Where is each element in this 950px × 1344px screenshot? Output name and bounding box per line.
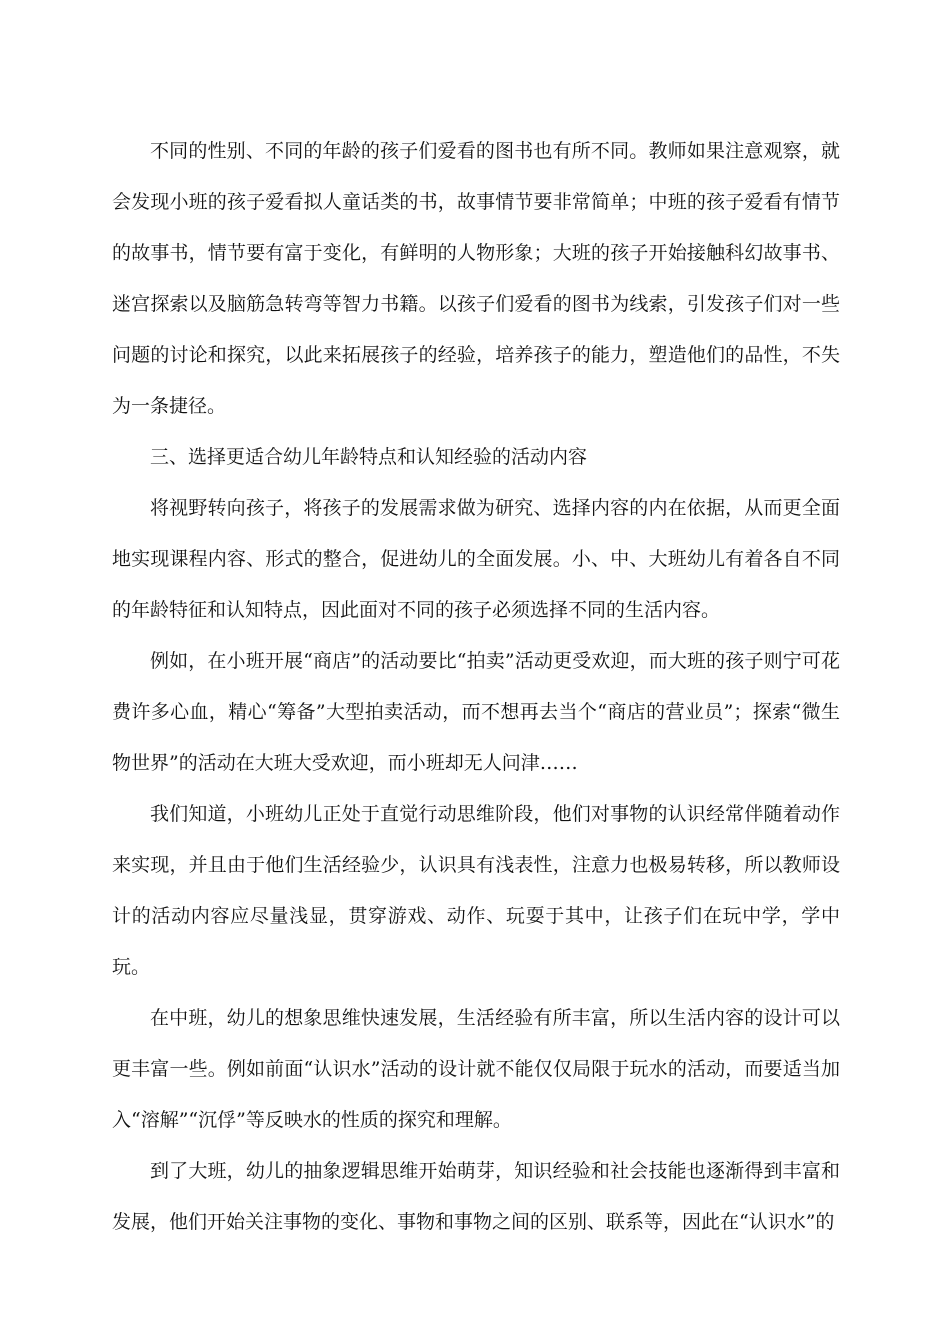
- paragraph-books-by-age: 不同的性别、不同的年龄的孩子们爱看的图书也有所不同。教师如果注意观察，就会发现小班的孩子爱看拟人童话类的书，故事情节要非常简单；中班的孩子爱看有情节的故事书，情节要有富于变化，有鲜明的人物形象；大班的孩子开始接触科幻故事书、迷宫探索以及脑筋急转弯等智力书籍。以孩子们爱看的图书为线索，引发孩子们对一些问题的讨论和探究，以此来拓展孩子的经验，培养孩子的能力，塑造他们的品性，不失为一条捷径。: [112, 140, 840, 417]
- paragraph-store-auction-example: 例如，在小班开展“商店”的活动要比“拍卖”活动更受欢迎，而大班的孩子则宁可花费许多心血，精心“筹备”大型拍卖活动，而不想再去当个“商店的营业员”；探索“微生物世界”的活动在大班大受欢迎，而小班却无人问津……: [112, 650, 840, 774]
- paragraph-large-class: 到了大班，幼儿的抽象逻辑思维开始萌芽，知识经验和社会技能也逐渐得到丰富和发展，他们开始关注事物的变化、事物和事物之间的区别、联系等，因此在“认识水”的: [112, 1160, 840, 1233]
- section-heading-three: 三、选择更适合幼儿年龄特点和认知经验的活动内容: [150, 446, 588, 468]
- paragraph-middle-class: 在中班，幼儿的想象思维快速发展，生活经验有所丰富，所以生活内容的设计可以更丰富一些。例如前面“认识水”活动的设计就不能仅仅局限于玩水的活动，而要适当加入“溶解”“沉俘”等反映水的性质的探究和理解。: [112, 1007, 840, 1131]
- document-body: [112, 126, 840, 1248]
- paragraph-child-needs: 将视野转向孩子，将孩子的发展需求做为研究、选择内容的内在依据，从而更全面地实现课程内容、形式的整合，促进幼儿的全面发展。小、中、大班幼儿有着各自不同的年龄特征和认知特点，因此面对不同的孩子必须选择不同的生活内容。: [112, 497, 840, 621]
- paragraph-small-class: 我们知道，小班幼儿正处于直觉行动思维阶段，他们对事物的认识经常伴随着动作来实现，并且由于他们生活经验少，认识具有浅表性，注意力也极易转移，所以教师设计的活动内容应尽量浅显，贯穿游戏、动作、玩耍于其中，让孩子们在玩中学，学中玩。: [112, 803, 840, 978]
